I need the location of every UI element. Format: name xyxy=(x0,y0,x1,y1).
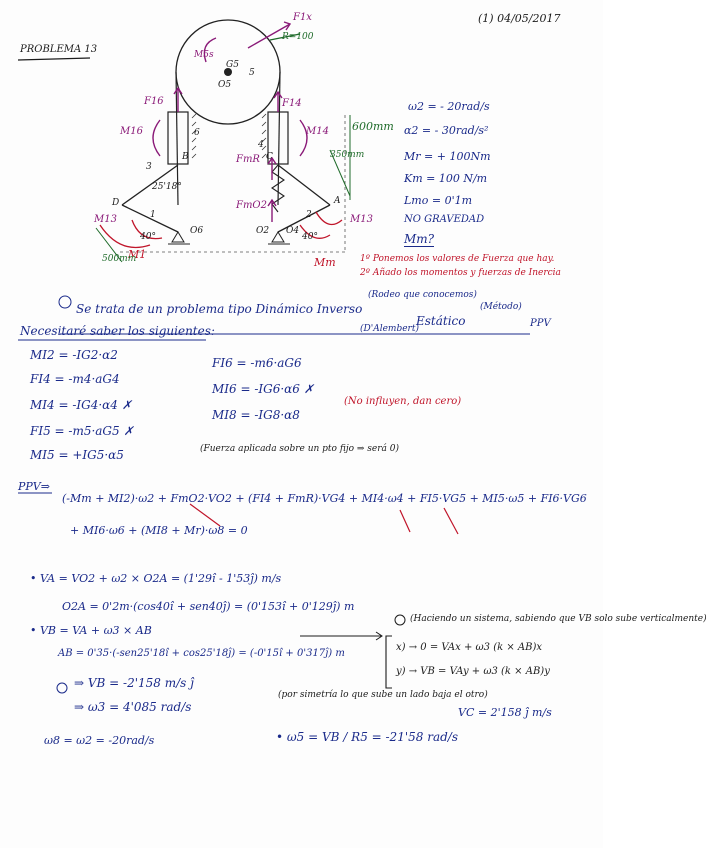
label-n2: 2 xyxy=(306,210,312,220)
force-arrows xyxy=(153,22,307,222)
system-bracket xyxy=(386,636,392,688)
ab-line: AB = 0'35·(-sen25'18î + cos25'18ĵ) = (-0'15î + 0'317ĵ) m xyxy=(58,648,345,659)
label-n3: 3 xyxy=(146,162,152,172)
data-mr: Mr = + 100Nm xyxy=(404,150,491,163)
data-mm: Mm? xyxy=(404,232,435,246)
fixed-point-note: (Fuerza aplicada sobre un pto fijo ⇒ será 0) xyxy=(200,444,400,454)
eq-left-3: MI4 = -IG4·α4 ✗ xyxy=(30,398,132,412)
guide-hatching xyxy=(192,114,266,158)
eq-left-2: FI4 = -m4·aG4 xyxy=(30,372,120,386)
data-km: Km = 100 N/m xyxy=(404,172,488,185)
marker-c xyxy=(57,683,67,693)
note-1: 1º Ponemos los valores de Fuerza que hay. xyxy=(360,254,555,264)
w3-result: ⇒ ω3 = 4'085 rad/s xyxy=(74,700,192,714)
intro-line: Se trata de un problema tipo Dinámico Inverso xyxy=(76,302,363,316)
intro-method: (Método) xyxy=(480,302,522,312)
label-m5s: M5s xyxy=(194,50,214,60)
data-w2: ω2 = - 20rad/s xyxy=(408,100,490,113)
label-n4: 4 xyxy=(258,140,264,150)
w8-line: ω8 = ω2 = -20rad/s xyxy=(44,734,155,747)
label-dim350: 350mm xyxy=(330,150,365,160)
eq-left-1: MI2 = -IG2·α2 xyxy=(30,348,118,362)
intro-sub: (D'Alembert) xyxy=(360,324,419,334)
label-f14: F14 xyxy=(282,98,302,109)
label-n5: 5 xyxy=(249,68,255,78)
system-note: (Haciendo un sistema, sabiendo que VB solo sube verticalmente) xyxy=(410,614,707,624)
label-ang40b: 40° xyxy=(302,232,318,242)
no-influyen-note: (No influyen, dan cero) xyxy=(344,396,462,407)
w5-line: • ω5 = VB / R5 = -21'58 rad/s xyxy=(276,730,458,744)
note-2: 2º Añado los momentos y fuerzas de Inercia xyxy=(360,268,561,278)
label-b: B xyxy=(182,152,189,162)
vc-result: VC = 2'158 ĵ m/s xyxy=(458,706,552,719)
pivot-o6 xyxy=(172,232,184,242)
label-dim500: 500mm xyxy=(102,254,137,264)
date-label: (1) 04/05/2017 xyxy=(478,12,561,25)
label-n6: 6 xyxy=(194,128,200,138)
problem-label: PROBLEMA 13 xyxy=(20,44,98,55)
eq-left-4: FI5 = -m5·aG5 ✗ xyxy=(30,424,134,438)
label-o6: O6 xyxy=(190,226,204,236)
label-m13b: M13 xyxy=(350,214,373,225)
intro-ppv: PPV xyxy=(530,318,551,329)
need-label: Necesitaré saber los siguientes: xyxy=(20,324,215,338)
data-a2: α2 = - 30rad/s² xyxy=(404,124,489,137)
system-x: x) → 0 = VAx + ω3 (k × AB)x xyxy=(396,642,543,653)
label-r: R=100 xyxy=(282,32,314,42)
vb-result: ⇒ VB = -2'158 m/s ĵ xyxy=(74,676,194,690)
label-o5: O5 xyxy=(218,80,232,90)
label-f1x: F1x xyxy=(293,12,312,23)
vb-line: • VB = VA + ω3 × AB xyxy=(30,624,152,637)
label-fmo2: FmO2 xyxy=(236,200,267,211)
label-c: C xyxy=(266,152,273,162)
label-m14: M14 xyxy=(306,126,329,137)
ppv-line-1: (-Mm + MI2)·ω2 + FmO2·VO2 + (FI4 + FmR)·VG4 + MI4·ω4 + FI5·VG5 + MI5·ω5 + FI6·VG6 xyxy=(62,492,587,505)
vc-note: (por simetría lo que sube un lado baja el otro) xyxy=(278,690,488,700)
marker-a xyxy=(59,296,71,308)
va-line: • VA = VO2 + ω2 × O2A = (1'29î - 1'53ĵ) m/s xyxy=(30,572,282,585)
label-mm: Mm xyxy=(314,256,336,269)
label-f16: F16 xyxy=(144,96,164,107)
marker-b xyxy=(395,615,405,625)
ppv-label: PPV⇒ xyxy=(18,480,50,493)
label-dim600: 600mm xyxy=(352,120,394,133)
eq-right-1: FI6 = -m6·aG6 xyxy=(212,356,302,370)
label-m1: M1 xyxy=(128,248,147,261)
o2a-line: O2A = 0'2m·(cos40î + sen40ĵ) = (0'153î + 0'129ĵ) m xyxy=(62,600,355,613)
data-lmo: Lmo = 0'1m xyxy=(404,194,473,207)
label-o2: O2 xyxy=(256,226,270,236)
label-g5: G5 xyxy=(226,60,239,70)
label-d: D xyxy=(112,198,120,208)
eq-right-2: MI6 = -IG6·α6 ✗ xyxy=(212,382,314,396)
intro-static: Estático xyxy=(416,314,466,328)
label-a: A xyxy=(334,196,341,206)
ppv-line-2: + MI6·ω6 + (MI8 + Mr)·ω8 = 0 xyxy=(70,524,248,537)
eq-left-5: MI5 = +IG5·α5 xyxy=(30,448,124,462)
label-n1: 1 xyxy=(150,210,156,220)
system-y: y) → VB = VAy + ω3 (k × AB)y xyxy=(396,666,550,677)
title-underline xyxy=(18,58,90,60)
intro-over: (Rodeo que conocemos) xyxy=(368,290,477,300)
label-fmr: FmR xyxy=(236,154,260,165)
label-angle: 25'18° xyxy=(152,182,182,192)
label-m16: M16 xyxy=(120,126,143,137)
eq-right-3: MI8 = -IG8·α8 xyxy=(212,408,300,422)
label-m13: M13 xyxy=(94,214,117,225)
pivot-o4 xyxy=(272,232,284,242)
data-grav: NO GRAVEDAD xyxy=(404,214,485,225)
label-o4: O4 xyxy=(286,226,300,236)
label-ang40: 40° xyxy=(140,232,156,242)
link-right xyxy=(278,165,330,205)
